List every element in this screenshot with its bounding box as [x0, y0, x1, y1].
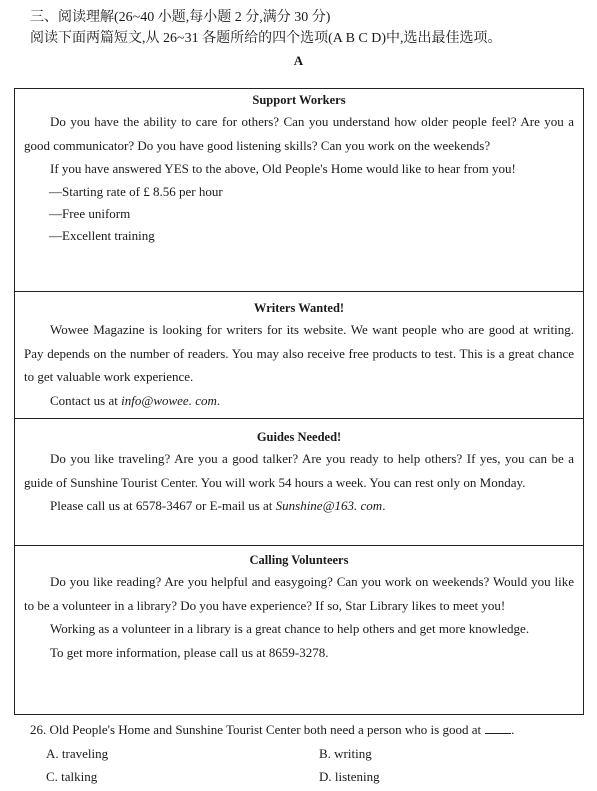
ad-support-workers	[14, 88, 584, 292]
ad-paragraph: Do you have the ability to care for others? Can you understand how older people feel? Are you a good communicator? Do you have good listening skills? Can you work on the weekends?	[24, 114, 574, 153]
option-a[interactable]: A. traveling	[46, 746, 109, 761]
ad-contact: Please call us at 6578-3467 or E-mail us at Sunshine@163. com.	[50, 498, 386, 513]
question-stem: 26. Old People's Home and Sunshine Tourist Center both need a person who is good at .	[30, 722, 515, 737]
benefit-item: —Excellent training	[49, 227, 155, 243]
ad-paragraph: Do you like reading? Are you helpful and easygoing? Can you work on weekends? Would you like to be a volunteer in a library? Do you have experience? If so, Star Library likes to meet you!	[24, 574, 574, 613]
ad-paragraph: Working as a volunteer in a library is a great chance to help others and get more knowledge.	[50, 621, 530, 636]
ad-guides-needed	[14, 418, 584, 546]
ad-title: Writers Wanted!	[253, 301, 345, 315]
benefit-item: —Free uniform	[49, 205, 131, 221]
benefit-item: —Starting rate of £ 8.56 per hour	[49, 183, 223, 199]
ad-paragraph: If you have answered YES to the above, Old People's Home would like to hear from you!	[50, 161, 516, 176]
option-c[interactable]: C. talking	[46, 769, 98, 784]
section-title: 三、阅读理解(26~40 小题,每小题 2 分,满分 30 分)	[30, 10, 331, 25]
contact-email: Sunshine@163. com	[275, 498, 383, 513]
answer-blank[interactable]	[485, 722, 511, 734]
option-d[interactable]: D. listening	[319, 769, 380, 784]
section-instructions: 阅读下面两篇短文,从 26~31 各题所给的四个选项(A B C D)中,选出最佳选项。	[30, 31, 502, 46]
ad-contact: Contact us at info@wowee. com.	[50, 392, 221, 408]
ad-title: Support Workers	[252, 93, 346, 107]
ad-paragraph: Wowee Magazine is looking for writers for its website. We want people who are good at writing. Pay depends on the number of readers. You may also receive free products to test. This is a great chance to get valuable work experience.	[24, 322, 574, 384]
passage-letter: A	[293, 53, 304, 68]
option-b[interactable]: B. writing	[319, 746, 372, 761]
ad-writers-wanted	[14, 291, 584, 419]
contact-email: info@wowee. com	[121, 392, 217, 408]
ad-title: Guides Needed!	[256, 430, 342, 444]
ad-paragraph: Do you like traveling? Are you a good talker? Are you ready to help others? If yes, you can be a guide of Sunshine Tourist Center. You will work 54 hours a week. You can rest only on Monday.	[24, 451, 574, 490]
ad-title: Calling Volunteers	[249, 553, 349, 567]
ad-calling-volunteers	[14, 545, 584, 715]
ad-paragraph: To get more information, please call us at 8659-3278.	[50, 644, 329, 660]
